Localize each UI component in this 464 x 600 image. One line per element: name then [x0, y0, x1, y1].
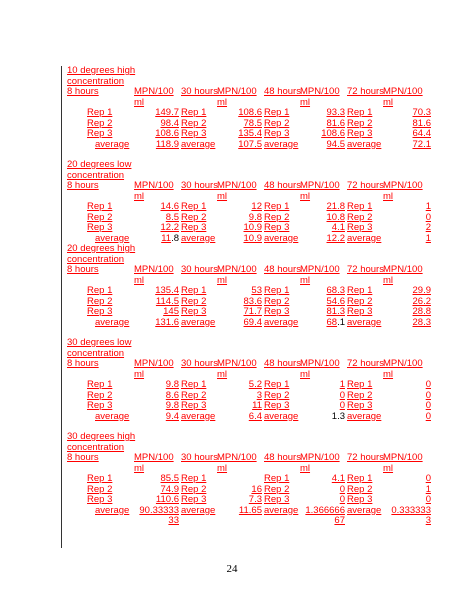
average-label: average: [264, 410, 299, 422]
rep-value: 71.7: [243, 306, 262, 317]
rep-label: Rep 3: [347, 222, 373, 233]
hours-label: 30 hours: [181, 452, 218, 463]
average-value: [300, 318, 345, 329]
rep-label: Rep 2: [347, 211, 373, 223]
average-value: 1: [425, 232, 431, 244]
left-margin-line: [61, 66, 62, 548]
data-grid: [67, 265, 431, 328]
rep-row: [67, 129, 431, 140]
average-value: 9.4: [165, 410, 179, 422]
rep-value: 0: [425, 473, 431, 484]
rep-value: 114.5: [155, 295, 179, 307]
average-label: average: [95, 316, 130, 328]
average-value: 1.366666: [305, 504, 345, 516]
header-row-unit: [67, 276, 431, 287]
rep-label: Rep 3: [87, 400, 113, 411]
rep-label: Rep 2: [264, 117, 290, 129]
section-title: concentration: [67, 253, 125, 265]
average-value-wrap: 33: [168, 515, 179, 526]
rep-label: Rep 2: [181, 117, 207, 129]
unit-label: ml: [134, 368, 145, 380]
average-value-wrap: 67: [334, 515, 345, 526]
unit-label: ml: [300, 368, 311, 380]
rep-label: Rep 1: [181, 201, 207, 212]
unit-label: MPN/100: [134, 86, 174, 97]
rep-row: [67, 223, 431, 234]
rep-label: Rep 3: [264, 128, 290, 139]
average-value: 69.4: [243, 316, 262, 328]
rep-value: 74.9: [160, 483, 179, 495]
rep-value: 28.8: [412, 306, 431, 317]
rep-value: 9.8: [165, 379, 179, 390]
rep-label: Rep 3: [181, 128, 207, 139]
average-value-wrap: 3: [425, 515, 431, 526]
average-value: 1.3: [331, 410, 345, 422]
average-label: average: [95, 232, 130, 244]
rep-value: 0: [425, 211, 431, 223]
rep-value: 8.6: [165, 389, 179, 401]
average-label: average: [181, 410, 216, 422]
header-row: [67, 87, 431, 98]
rep-value: 2: [425, 222, 431, 233]
rep-value: 110.6: [155, 494, 179, 505]
unit-label: MPN/100: [300, 180, 340, 191]
rep-value: 4.1: [331, 473, 345, 484]
average-value: 131.6: [155, 316, 179, 328]
rep-value: 93.3: [326, 107, 345, 118]
rep-row: [67, 286, 431, 297]
header-row-unit: [67, 192, 431, 203]
condition-section: [67, 244, 433, 328]
header-row: [67, 181, 431, 192]
blank-cell: [217, 516, 262, 527]
rep-value: 81.6: [326, 117, 345, 129]
rep-value: 11: [252, 400, 262, 411]
rep-row: [67, 391, 431, 402]
average-value: 90.33333: [139, 504, 179, 516]
rep-label: Rep 3: [87, 222, 113, 233]
rep-label: Rep 2: [87, 295, 113, 307]
rep-row: [67, 401, 431, 412]
rep-label: Rep 1: [181, 107, 207, 118]
average-label: average: [347, 138, 382, 150]
rep-row: [67, 202, 431, 213]
rep-value: 149.7: [155, 107, 179, 118]
rep-label: Rep 1: [264, 285, 290, 296]
condition-section: [67, 432, 433, 527]
time-label: 8 hours: [67, 358, 99, 369]
average-value-suffix: .8: [171, 232, 179, 244]
data-grid: [67, 453, 431, 527]
condition-section: [67, 160, 433, 244]
hours-label: 48 hours: [264, 180, 301, 191]
average-value: 72.1: [412, 138, 431, 150]
blank-cell: [179, 516, 217, 527]
average-label: average: [347, 504, 382, 516]
rep-label: Rep 2: [347, 295, 373, 307]
unit-label: MPN/100: [217, 180, 257, 191]
unit-label: ml: [134, 96, 145, 108]
header-row: [67, 359, 431, 370]
average-label: average: [181, 232, 216, 244]
rep-value: 7.3: [248, 494, 262, 505]
rep-value: 10.9: [243, 222, 262, 233]
average-label: average: [264, 504, 299, 516]
rep-label: Rep 1: [181, 379, 207, 390]
rep-value: 70.3: [412, 107, 431, 118]
rep-label: Rep 1: [347, 107, 373, 118]
average-value: 12.2: [326, 232, 345, 244]
unit-label: MPN/100: [134, 452, 174, 463]
rep-value: 12: [251, 201, 262, 212]
rep-value: 26.2: [412, 295, 431, 307]
rep-label: Rep 1: [347, 379, 373, 390]
hours-label: 72 hours: [347, 180, 384, 191]
rep-label: Rep 2: [87, 211, 113, 223]
unit-label: ml: [383, 96, 394, 108]
rep-value: 135.4: [155, 285, 179, 296]
page-number: 24: [226, 563, 238, 575]
section-title: 20 degrees high: [67, 243, 136, 254]
average-value: 10.9: [243, 232, 262, 244]
rep-row: [67, 474, 431, 485]
rep-value: 0: [339, 389, 345, 401]
data-grid: [67, 87, 431, 150]
unit-label: ml: [300, 190, 311, 202]
rep-value: 1: [425, 201, 431, 212]
rep-value: 5.2: [248, 379, 262, 390]
rep-label: Rep 1: [347, 473, 373, 484]
rep-label: Rep 2: [347, 389, 373, 401]
rep-label: Rep 1: [264, 473, 290, 484]
rep-value: 53: [251, 285, 262, 296]
section-title: concentration: [67, 347, 125, 359]
rep-value: 145: [163, 306, 179, 317]
rep-label: Rep 2: [264, 483, 290, 495]
average-value-main: 11: [161, 232, 172, 244]
section-title: concentration: [67, 75, 125, 87]
average-label: average: [347, 232, 382, 244]
average-row: [67, 412, 431, 423]
rep-value: 135.4: [238, 128, 262, 139]
average-label: average: [264, 232, 299, 244]
hours-label: 30 hours: [181, 86, 218, 97]
unit-label: MPN/100: [134, 180, 174, 191]
rep-value: 64.4: [412, 128, 431, 139]
rep-label: Rep 3: [87, 494, 113, 505]
unit-label: ml: [134, 462, 145, 474]
average-label: average: [95, 410, 130, 422]
unit-label: MPN/100: [217, 86, 257, 97]
rep-value: 9.8: [248, 211, 262, 223]
rep-label: Rep 1: [87, 473, 113, 484]
rep-label: Rep 2: [347, 117, 373, 129]
data-grid: [67, 359, 431, 422]
rep-label: Rep 1: [264, 379, 290, 390]
unit-label: ml: [383, 274, 394, 286]
time-label: 8 hours: [67, 452, 99, 463]
rep-value: 3: [256, 389, 262, 401]
hours-label: 48 hours: [264, 358, 301, 369]
hours-label: 72 hours: [347, 452, 384, 463]
rep-value: 12.2: [160, 222, 179, 233]
unit-label: ml: [217, 274, 228, 286]
unit-label: MPN/100: [134, 264, 174, 275]
rep-value: 4.1: [331, 222, 345, 233]
blank-cell: [345, 516, 383, 527]
rep-value: 0: [425, 379, 431, 390]
rep-value: 1: [339, 379, 345, 390]
rep-value: 0: [425, 400, 431, 411]
average-value: 0.333333: [391, 504, 431, 516]
rep-label: Rep 2: [264, 295, 290, 307]
rep-label: Rep 1: [347, 201, 373, 212]
rep-label: Rep 3: [264, 494, 290, 505]
rep-row: [67, 495, 431, 506]
section-title: 10 degrees high: [67, 65, 136, 76]
average-value: 28.3: [412, 316, 431, 328]
average-value: 6.4: [248, 410, 262, 422]
rep-value: 1: [425, 483, 431, 495]
section-title: 30 degrees high: [67, 431, 136, 442]
rep-label: Rep 2: [87, 117, 113, 129]
rep-value: 85.5: [160, 473, 179, 484]
rep-label: Rep 2: [264, 211, 290, 223]
unit-label: ml: [217, 190, 228, 202]
rep-value: 0: [339, 494, 345, 505]
rep-value: 29.9: [412, 285, 431, 296]
average-row: [67, 506, 431, 517]
unit-label: MPN/100: [383, 180, 423, 191]
average-row: [67, 318, 431, 329]
unit-label: ml: [217, 368, 228, 380]
rep-value: 9.8: [165, 400, 179, 411]
rep-label: Rep 1: [181, 285, 207, 296]
rep-row: [67, 108, 431, 119]
rep-label: Rep 1: [264, 201, 290, 212]
hours-label: 48 hours: [264, 264, 301, 275]
rep-label: Rep 2: [181, 389, 207, 401]
rep-label: Rep 3: [347, 306, 373, 317]
average-label: average: [95, 504, 130, 516]
section-title: concentration: [67, 441, 125, 453]
unit-label: MPN/100: [383, 264, 423, 275]
unit-label: MPN/100: [383, 86, 423, 97]
section-title: concentration: [67, 169, 125, 181]
average-label: average: [181, 504, 216, 516]
average-value: 94.5: [326, 138, 345, 150]
unit-label: MPN/100: [134, 358, 174, 369]
rep-label: Rep 3: [181, 400, 207, 411]
average-value: 107.5: [238, 138, 262, 150]
rep-label: Rep 3: [264, 400, 290, 411]
rep-label: Rep 3: [181, 306, 207, 317]
rep-value: 83.6: [243, 295, 262, 307]
rep-label: Rep 3: [87, 128, 113, 139]
rep-value: 16: [251, 483, 262, 495]
unit-label: MPN/100: [300, 264, 340, 275]
rep-label: Rep 1: [264, 107, 290, 118]
average-value: 11.65: [238, 504, 262, 516]
rep-label: Rep 1: [87, 285, 113, 296]
rep-label: Rep 1: [87, 107, 113, 118]
rep-label: Rep 2: [264, 389, 290, 401]
rep-label: Rep 3: [264, 306, 290, 317]
hours-label: 48 hours: [264, 86, 301, 97]
average-wrap-row: [67, 516, 431, 527]
average-label: average: [95, 138, 130, 150]
unit-label: ml: [134, 190, 145, 202]
rep-value: 0: [339, 400, 345, 411]
unit-label: ml: [300, 274, 311, 286]
average-value-suffix: .1: [337, 316, 345, 328]
hours-label: 30 hours: [181, 180, 218, 191]
rep-label: Rep 2: [347, 483, 373, 495]
unit-label: ml: [383, 462, 394, 474]
average-label: average: [181, 316, 216, 328]
unit-label: ml: [300, 462, 311, 474]
average-label: average: [264, 138, 299, 150]
unit-label: MPN/100: [383, 452, 423, 463]
section-title: 20 degrees low: [67, 159, 132, 170]
unit-label: MPN/100: [383, 358, 423, 369]
rep-value: 108.6: [238, 107, 262, 118]
rep-label: Rep 1: [87, 379, 113, 390]
hours-label: 72 hours: [347, 358, 384, 369]
rep-value: 68.3: [326, 285, 345, 296]
unit-label: MPN/100: [217, 358, 257, 369]
unit-label: MPN/100: [300, 358, 340, 369]
time-label: 8 hours: [67, 264, 99, 275]
condition-section: [67, 338, 433, 422]
rep-value: 98.4: [160, 117, 179, 129]
rep-label: Rep 3: [347, 494, 373, 505]
average-label: average: [264, 316, 299, 328]
header-row-unit: [67, 464, 431, 475]
rep-value: 0: [425, 494, 431, 505]
time-label: 8 hours: [67, 86, 99, 97]
unit-label: ml: [383, 190, 394, 202]
unit-label: ml: [217, 462, 228, 474]
rep-value: 108.6: [155, 128, 179, 139]
section-title: 30 degrees low: [67, 337, 132, 348]
rep-label: Rep 3: [347, 128, 373, 139]
rep-value: [217, 474, 262, 485]
hours-label: 72 hours: [347, 264, 384, 275]
unit-label: ml: [217, 96, 228, 108]
rep-row: [67, 380, 431, 391]
rep-label: Rep 2: [87, 483, 113, 495]
rep-label: Rep 1: [87, 201, 113, 212]
unit-label: MPN/100: [300, 86, 340, 97]
header-row: [67, 453, 431, 464]
hours-label: 48 hours: [264, 452, 301, 463]
hours-label: 72 hours: [347, 86, 384, 97]
hours-label: 30 hours: [181, 358, 218, 369]
average-value-main: 68: [326, 316, 338, 328]
rep-value: 10.8: [326, 211, 345, 223]
average-value: 0: [425, 410, 431, 422]
average-value: [134, 234, 179, 245]
header-row: [67, 265, 431, 276]
rep-label: Rep 3: [347, 400, 373, 411]
blank-cell: [262, 516, 300, 527]
rep-label: Rep 2: [181, 295, 207, 307]
rep-value: 0: [339, 483, 345, 495]
average-value: 118.9: [155, 138, 179, 150]
rep-value: 81.6: [412, 117, 431, 129]
rep-value: 81.3: [326, 306, 345, 317]
rep-label: Rep 2: [87, 389, 113, 401]
rep-value: 78.5: [243, 117, 262, 129]
rep-label: Rep 2: [181, 211, 207, 223]
average-label: average: [181, 138, 216, 150]
blank-cell: [67, 516, 134, 527]
rep-label: Rep 2: [181, 483, 207, 495]
time-label: 8 hours: [67, 180, 99, 191]
rep-row: [67, 307, 431, 318]
rep-value: 8.5: [165, 211, 179, 223]
unit-label: ml: [383, 368, 394, 380]
rep-label: Rep 3: [181, 494, 207, 505]
average-label: average: [347, 316, 382, 328]
mpn-results-table: [67, 66, 433, 537]
unit-label: MPN/100: [217, 452, 257, 463]
condition-section: [67, 66, 433, 150]
unit-label: ml: [300, 96, 311, 108]
rep-label: Rep 3: [87, 306, 113, 317]
data-grid: [67, 181, 431, 244]
unit-label: MPN/100: [300, 452, 340, 463]
unit-label: MPN/100: [217, 264, 257, 275]
rep-value: 21.8: [326, 201, 345, 212]
average-label: average: [347, 410, 382, 422]
rep-label: Rep 1: [181, 473, 207, 484]
average-row: [67, 140, 431, 151]
rep-value: 54.6: [326, 295, 345, 307]
rep-label: Rep 1: [347, 285, 373, 296]
rep-value: 0: [425, 389, 431, 401]
unit-label: ml: [134, 274, 145, 286]
rep-label: Rep 3: [181, 222, 207, 233]
hours-label: 30 hours: [181, 264, 218, 275]
rep-value: 14.6: [160, 201, 179, 212]
rep-value: 108.6: [321, 128, 345, 139]
rep-label: Rep 3: [264, 222, 290, 233]
